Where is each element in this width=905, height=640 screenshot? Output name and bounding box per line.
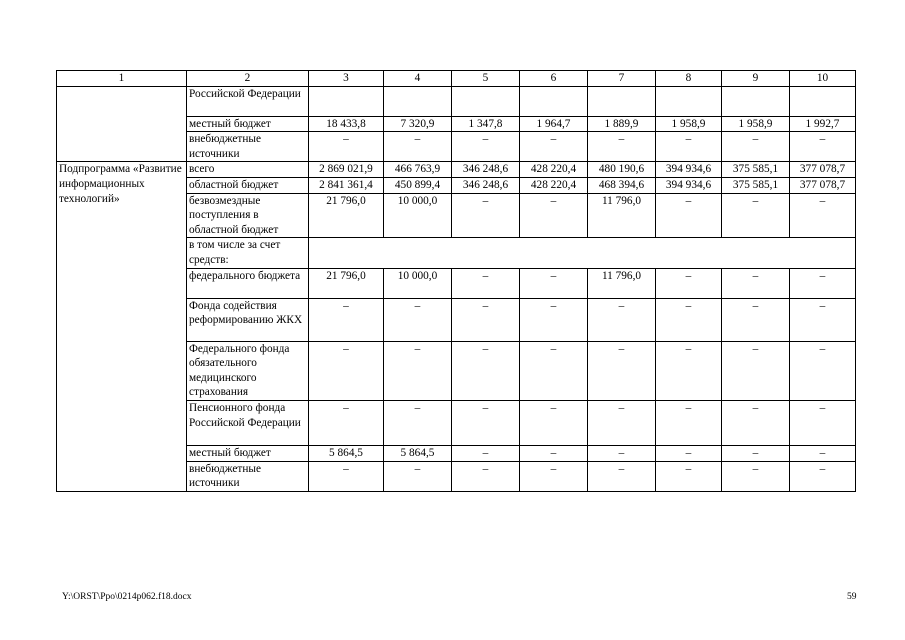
value-cell: [452, 86, 520, 116]
source-label: местный бюджет: [187, 116, 309, 132]
value-cell: 1 964,7: [520, 116, 588, 132]
value-cell: 468 394,6: [588, 177, 656, 193]
value-cell: 1 958,9: [656, 116, 722, 132]
value-cell: –: [309, 298, 384, 341]
table-body: [57, 71, 856, 492]
value-cell: –: [656, 461, 722, 491]
value-cell: 2 869 021,9: [309, 162, 384, 178]
value-cell: –: [790, 461, 856, 491]
source-label: безвозмездные поступления в областной бюджет: [187, 193, 309, 238]
value-cell: 11 796,0: [588, 193, 656, 238]
value-cell: 377 078,7: [790, 177, 856, 193]
value-cell: –: [520, 445, 588, 461]
footer-file-path: Y:\ORST\Ppo\0214p062.f18.docx: [62, 592, 192, 602]
value-cell: –: [656, 400, 722, 445]
value-cell: –: [790, 400, 856, 445]
value-cell: [656, 86, 722, 116]
value-cell: –: [520, 132, 588, 162]
value-cell: 2 841 361,4: [309, 177, 384, 193]
value-cell: –: [722, 461, 790, 491]
value-cell: [520, 86, 588, 116]
value-cell: 21 796,0: [309, 193, 384, 238]
header-cell: 2: [187, 71, 309, 87]
value-cell: –: [452, 445, 520, 461]
value-cell: 375 585,1: [722, 177, 790, 193]
table-row: [57, 162, 856, 178]
value-cell: –: [722, 132, 790, 162]
value-cell: 394 934,6: [656, 162, 722, 178]
source-label: внебюджетные источники: [187, 461, 309, 491]
value-cell: –: [588, 132, 656, 162]
budget-table: [56, 70, 856, 492]
value-cell: 1 992,7: [790, 116, 856, 132]
header-cell: 3: [309, 71, 384, 87]
empty-span-cell: [309, 238, 856, 268]
source-label: Российской Федерации: [187, 86, 309, 116]
source-label: областной бюджет: [187, 177, 309, 193]
value-cell: –: [520, 341, 588, 400]
value-cell: –: [656, 341, 722, 400]
source-label: местный бюджет: [187, 445, 309, 461]
header-cell: 10: [790, 71, 856, 87]
value-cell: 5 864,5: [384, 445, 452, 461]
source-label: в том числе за счет средств:: [187, 238, 309, 268]
value-cell: –: [452, 341, 520, 400]
value-cell: –: [588, 461, 656, 491]
value-cell: –: [309, 341, 384, 400]
value-cell: –: [790, 132, 856, 162]
value-cell: 10 000,0: [384, 193, 452, 238]
value-cell: 450 899,4: [384, 177, 452, 193]
value-cell: [309, 86, 384, 116]
value-cell: 21 796,0: [309, 268, 384, 298]
source-label: федерального бюджета: [187, 268, 309, 298]
source-label: Федерального фонда обязательного медицинского страхования: [187, 341, 309, 400]
source-label: внебюджетные источники: [187, 132, 309, 162]
value-cell: 375 585,1: [722, 162, 790, 178]
value-cell: –: [520, 268, 588, 298]
value-cell: –: [790, 341, 856, 400]
value-cell: 1 347,8: [452, 116, 520, 132]
header-row: [57, 71, 856, 87]
value-cell: –: [656, 445, 722, 461]
value-cell: 394 934,6: [656, 177, 722, 193]
value-cell: –: [588, 400, 656, 445]
value-cell: 1 958,9: [722, 116, 790, 132]
value-cell: –: [309, 400, 384, 445]
value-cell: –: [452, 400, 520, 445]
value-cell: –: [520, 400, 588, 445]
value-cell: –: [384, 400, 452, 445]
value-cell: [722, 86, 790, 116]
value-cell: –: [790, 298, 856, 341]
value-cell: –: [520, 298, 588, 341]
header-cell: 9: [722, 71, 790, 87]
value-cell: –: [452, 132, 520, 162]
value-cell: –: [520, 193, 588, 238]
table-row: [57, 86, 856, 116]
subprogram-name: Подпрограмма «Развитие информационных технологий»: [57, 162, 187, 491]
value-cell: 10 000,0: [384, 268, 452, 298]
value-cell: –: [722, 268, 790, 298]
value-cell: –: [790, 445, 856, 461]
value-cell: –: [588, 445, 656, 461]
value-cell: 18 433,8: [309, 116, 384, 132]
value-cell: –: [384, 132, 452, 162]
value-cell: –: [588, 341, 656, 400]
header-cell: 6: [520, 71, 588, 87]
value-cell: –: [656, 132, 722, 162]
source-label: Пенсионного фонда Российской Федерации: [187, 400, 309, 445]
value-cell: 428 220,4: [520, 162, 588, 178]
value-cell: –: [588, 298, 656, 341]
source-label: всего: [187, 162, 309, 178]
value-cell: 428 220,4: [520, 177, 588, 193]
header-cell: 1: [57, 71, 187, 87]
value-cell: 466 763,9: [384, 162, 452, 178]
value-cell: 480 190,6: [588, 162, 656, 178]
value-cell: 377 078,7: [790, 162, 856, 178]
program-cell-empty: [57, 86, 187, 162]
value-cell: –: [384, 461, 452, 491]
value-cell: –: [452, 193, 520, 238]
value-cell: –: [656, 298, 722, 341]
header-cell: 5: [452, 71, 520, 87]
value-cell: [790, 86, 856, 116]
value-cell: –: [384, 341, 452, 400]
value-cell: 1 889,9: [588, 116, 656, 132]
value-cell: –: [722, 298, 790, 341]
value-cell: –: [790, 268, 856, 298]
value-cell: –: [452, 268, 520, 298]
value-cell: –: [722, 400, 790, 445]
value-cell: –: [452, 461, 520, 491]
value-cell: –: [722, 341, 790, 400]
value-cell: –: [309, 132, 384, 162]
value-cell: –: [656, 193, 722, 238]
value-cell: 346 248,6: [452, 162, 520, 178]
value-cell: –: [452, 298, 520, 341]
value-cell: –: [309, 461, 384, 491]
page-number: 59: [847, 592, 857, 602]
value-cell: –: [722, 445, 790, 461]
value-cell: –: [384, 298, 452, 341]
value-cell: 7 320,9: [384, 116, 452, 132]
value-cell: [384, 86, 452, 116]
value-cell: 5 864,5: [309, 445, 384, 461]
value-cell: –: [656, 268, 722, 298]
value-cell: 346 248,6: [452, 177, 520, 193]
source-label: Фонда содействия реформированию ЖКХ: [187, 298, 309, 341]
header-cell: 7: [588, 71, 656, 87]
value-cell: 11 796,0: [588, 268, 656, 298]
value-cell: –: [722, 193, 790, 238]
header-cell: 4: [384, 71, 452, 87]
value-cell: –: [790, 193, 856, 238]
value-cell: –: [520, 461, 588, 491]
header-cell: 8: [656, 71, 722, 87]
value-cell: [588, 86, 656, 116]
